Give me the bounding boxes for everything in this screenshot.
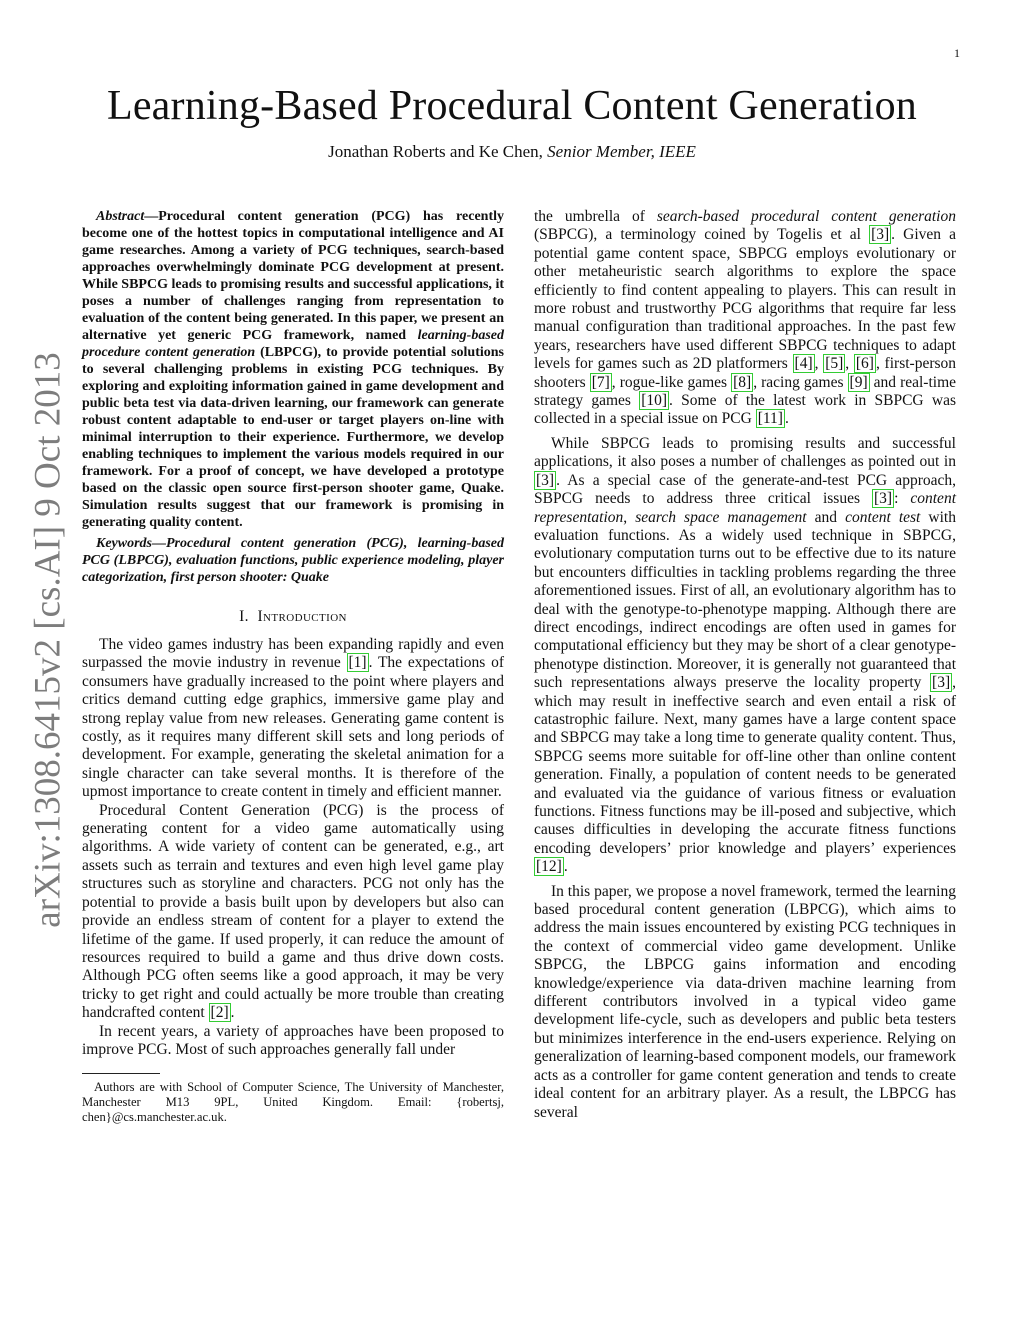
abstract: Abstract—Procedural content generation (PCG) has recently become one of the hottest topics in computational intelligence and AI game researches. Among a variety of PCG techniques, search-based approaches overwhelmingly dominate PCG development at present. While SBPCG leads to promising results and successful applications, it poses a number of challenges ranging from representation to evaluation of the content being generated. In this paper, we present an alternative yet generic PCG framework, named learning-based procedure content generation (LBPCG), to provide potential solutions to several challenging problems in existing PCG techniques. By exploring and exploiting information gained in game development and public beta test via data-driven learning, our framework can generate robust content adaptable to end-user or target players on-line with minimal interruption to their experience. Furthermore, we develop enabling techniques to implement the various models required in our framework. For a proof of concept, we have developed a prototype based on the classic open source first-person shooter game, Quake. Simulation results suggest that our framework is promising in generating quality content.	[82, 209, 504, 530]
author-role: Senior Member, IEEE	[547, 142, 696, 161]
right-paragraph-1: the umbrella of search-based procedural content generation (SBPCG), a terminology coined by Togelis et al [3] . Given a potential game content space, SBPCG employs evolutionary or other metaheuristic search algorithms to explore the space efficiently to find content appealing to players. This can result in more robust and trustworthy PCG algorithms that require far less manual configuration than traditional approaches. In the past few years, researchers have used different SBPCG techniques to adapt levels for games such as 2D platformers [4] , [5] , [6] , first-person shooters [7] , rogue-like games [8] , racing games [9] and real-time strategy games [10] . Some of the latest work in SBPCG was collected in a special issue on PCG [11] .	[534, 208, 957, 428]
arxiv-identifier: arXiv:1308.6415v2 [cs.AI] 9 Oct 2013	[27, 352, 69, 928]
right-paragraph-2: While SBPCG leads to promising results and successful applications, it also poses a number of challenges as pointed out in [3] . As a special case of the generate-and-test PCG approach, SBPCG needs to address three critical issues [3] : content representation, search space management and content test with evaluation functions. As a widely used technique in SBPCG, evolutionary computation turns out to be effective due to its nature but encounters difficulties in tackling problems regarding the three aforementioned issues. First of all, an evolutionary algorithm has to deal with the genotype-to-phenotype mapping. Although there are direct encodings, indirect encodings are often used in games for computational efficiency but they may be short of a clear genotype-phenotype distinction. Moreover, it is generally not guaranteed that such representations always preserve the locality property [3] , which may result in ineffective search and even entail a risk of catastrophic failure. Next, many games have a large content space and SBPCG may take a long time to generate quality content. Thus, SBPCG seems more suitable for off-line other than online content generation. Finally, a population of content needs to be generated and evaluated via the guidance of various fitness or evaluation functions. Fitness functions may be ill-posed and subjective, which causes difficulties in developing the accurate fitness functions encoding developers’ prior knowledge and players’ experiences [12] .	[534, 434, 956, 876]
right-column	[534, 208, 956, 1122]
citation-link[interactable]: [3]	[871, 226, 890, 244]
citation-link[interactable]: [11]	[757, 410, 783, 428]
intro-paragraph-1: The video games industry has been expanding rapidly and even surpassed the movie industry in revenue [1] . The expectations of consumers have gradually increased to the point where players and critics demand cutting edge graphics, immersive game play and strong replay value from new releases. Generating game content is costly, as it requires many different skill sets and long periods of development. For example, generating the skeletal animation for a single character can take several months. It is therefore of the upmost importance to create content in timely and efficient manner.	[82, 636, 504, 801]
citation-link[interactable]: [6]	[855, 355, 874, 373]
right-paragraph-3: In this paper, we propose a novel framework, termed the learning based procedural content generation (LBPCG), which aims to address the main issues encountered by existing PCG techniques in the context of commercial video game development. Unlike SBPCG, the LBPCG gains information and encoding knowledge/experience via data-driven machine learning from different contributors involved in a typical video game development life-cycle, such as developers and public beta testers but minimizes interference in the end-users experience. Relying on generalization of learning-based component models, our framework acts as a controller for game content generation and tends to create ideal content for an arbitrary player. As a result, the LBPCG has several	[534, 882, 956, 1121]
citation-link[interactable]: [9]	[849, 373, 868, 391]
citation-link[interactable]: [1]	[348, 654, 367, 672]
keywords-label: Keywords	[96, 536, 152, 551]
author-footnote: Authors are with School of Computer Science, The University of Manchester, Manchester M13 9PL, United Kingdom. Email: {robertsj, chen}@cs.manchester.ac.uk.	[82, 1080, 504, 1125]
citation-link[interactable]: [8]	[733, 373, 752, 391]
citation-link[interactable]: [3]	[536, 471, 555, 489]
left-column	[82, 208, 504, 1125]
citation-link[interactable]: [3]	[932, 674, 951, 692]
intro-paragraph-2: Procedural Content Generation (PCG) is the process of generating content for a video game automatically using algorithms. A wide variety of content can be generated, e.g., art assets such as terrain and textures and even high level game play structures such as storyline and characters. PCG not only has the potential to provide a basis built upon by developers but also can provide an endless stream of content for a player to extend the lifetime of the game. If used properly, it can reduce the amount of resources required to build a game and thus drive down costs. Although PCG often seems like a good approach, it may be very tricky to get right and could actually be more trouble than creating handcrafted content [2] .	[82, 801, 504, 1022]
citation-link[interactable]: [4]	[794, 355, 813, 373]
paper-title: Learning-Based Procedural Content Generation	[106, 83, 918, 129]
citation-link[interactable]: [10]	[641, 392, 668, 410]
intro-paragraph-3: In recent years, a variety of approaches have been proposed to improve PCG. Most of such approaches generally fall under	[82, 1022, 504, 1058]
citation-link[interactable]: [12]	[536, 858, 562, 876]
section-heading-introduction: I. Introduction	[239, 608, 347, 625]
author-line	[0, 142, 1024, 162]
citation-link[interactable]: [2]	[210, 1004, 229, 1022]
citation-link[interactable]: [5]	[825, 355, 844, 373]
citation-link[interactable]: [3]	[873, 490, 893, 508]
keywords: Keywords—Procedural content generation (PCG), learning-based PCG (LBPCG), evaluation functions, public experience modeling, player categorization, first person shooter: Quake	[82, 536, 504, 585]
author-names: Jonathan Roberts and Ke Chen,	[328, 142, 543, 161]
footnote-divider	[82, 1073, 160, 1074]
citation-link[interactable]: [7]	[591, 373, 610, 391]
page-number: 1	[954, 46, 960, 60]
abstract-label: Abstract	[96, 209, 145, 224]
abstract-emphasis: learning-based procedure content generation	[82, 328, 504, 360]
